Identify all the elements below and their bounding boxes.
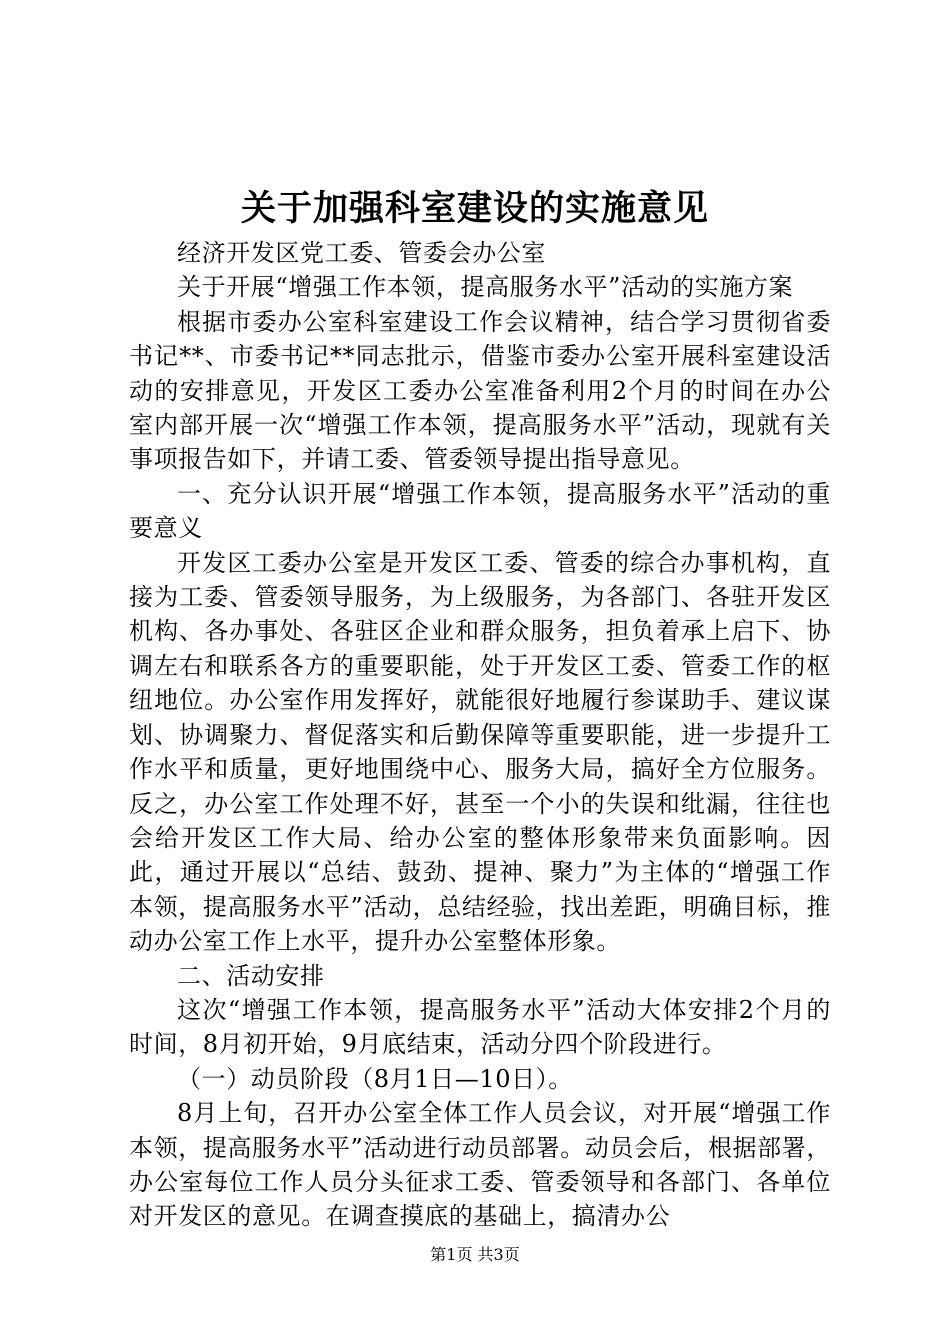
subsection-heading-1: （一）动员阶段（8月1日—10日）。 (177, 1064, 573, 1093)
section-heading-2: 二、活动安排 (177, 961, 325, 990)
paragraph-issuer: 经济开发区党工委、管委会办公室 (177, 239, 546, 267)
paragraph-significance: 开发区工委办公室是开发区工委、管委的综合办事机构，直接为工委、管委领导服务，为上级服务，为各部门、各驻开发区机构、各办事处、各驻区企业和群众服务，担负着承上启下、协调左右和联系各方的重要职能，处于开发区工委、管委工作的枢纽地位。办公室作用发挥好，就能很好地履行参谋助手、建议谋划、协调聚力、督促落实和后勤保障等重要职能，进一步提升工作水平和质量，更好地围绕中心、服务大局，搞好全方位服务。反之，办公室工作处理不好，甚至一个小的失误和纰漏，往往也会给开发区工作大局、给办公室的整体形象带来负面影响。因此，通过开展以“总结、鼓劲、提神、聚力”为主体的“增强工作本领，提高服务水平”活动，总结经验，找出差距，明确目标，推动办公室工作上水平，提升办公室整体形象。 (129, 548, 831, 956)
section-heading-1: 一、充分认识开展“增强工作本领，提高服务水平”活动的重要意义 (129, 479, 831, 543)
paragraph-plan-title: 关于开展“增强工作本领，提高服务水平”活动的实施方案 (177, 273, 794, 302)
document-title: 关于加强科室建设的实施意见 (240, 188, 709, 229)
paragraph-schedule: 这次“增强工作本领，提高服务水平”活动大体安排2个月的时间，8月初开始，9月底结束，活动分四个阶段进行。 (129, 995, 831, 1059)
document-body (129, 236, 831, 1234)
paragraph-intro: 根据市委办公室科室建设工作会议精神，结合学习贯彻省委书记**、市委书记**同志批示，借鉴市委办公室开展科室建设活动的安排意见，开发区工委办公室准备利用2个月的时间在办公室内部开展一次“增强工作本领，提高服务水平”活动，现就有关事项报告如下，并请工委、管委领导提出指导意见。 (129, 307, 831, 474)
paragraph-mobilization: 8月上旬，召开办公室全体工作人员会议，对开展“增强工作本领，提高服务水平”活动进行动员部署。动员会后，根据部署，办公室每位工作人员分头征求工委、管委领导和各部门、各单位对开发区的意见。在调查摸底的基础上，搞清办公 (129, 1099, 831, 1231)
page-number-footer: 第1页 共3页 (430, 1245, 520, 1264)
